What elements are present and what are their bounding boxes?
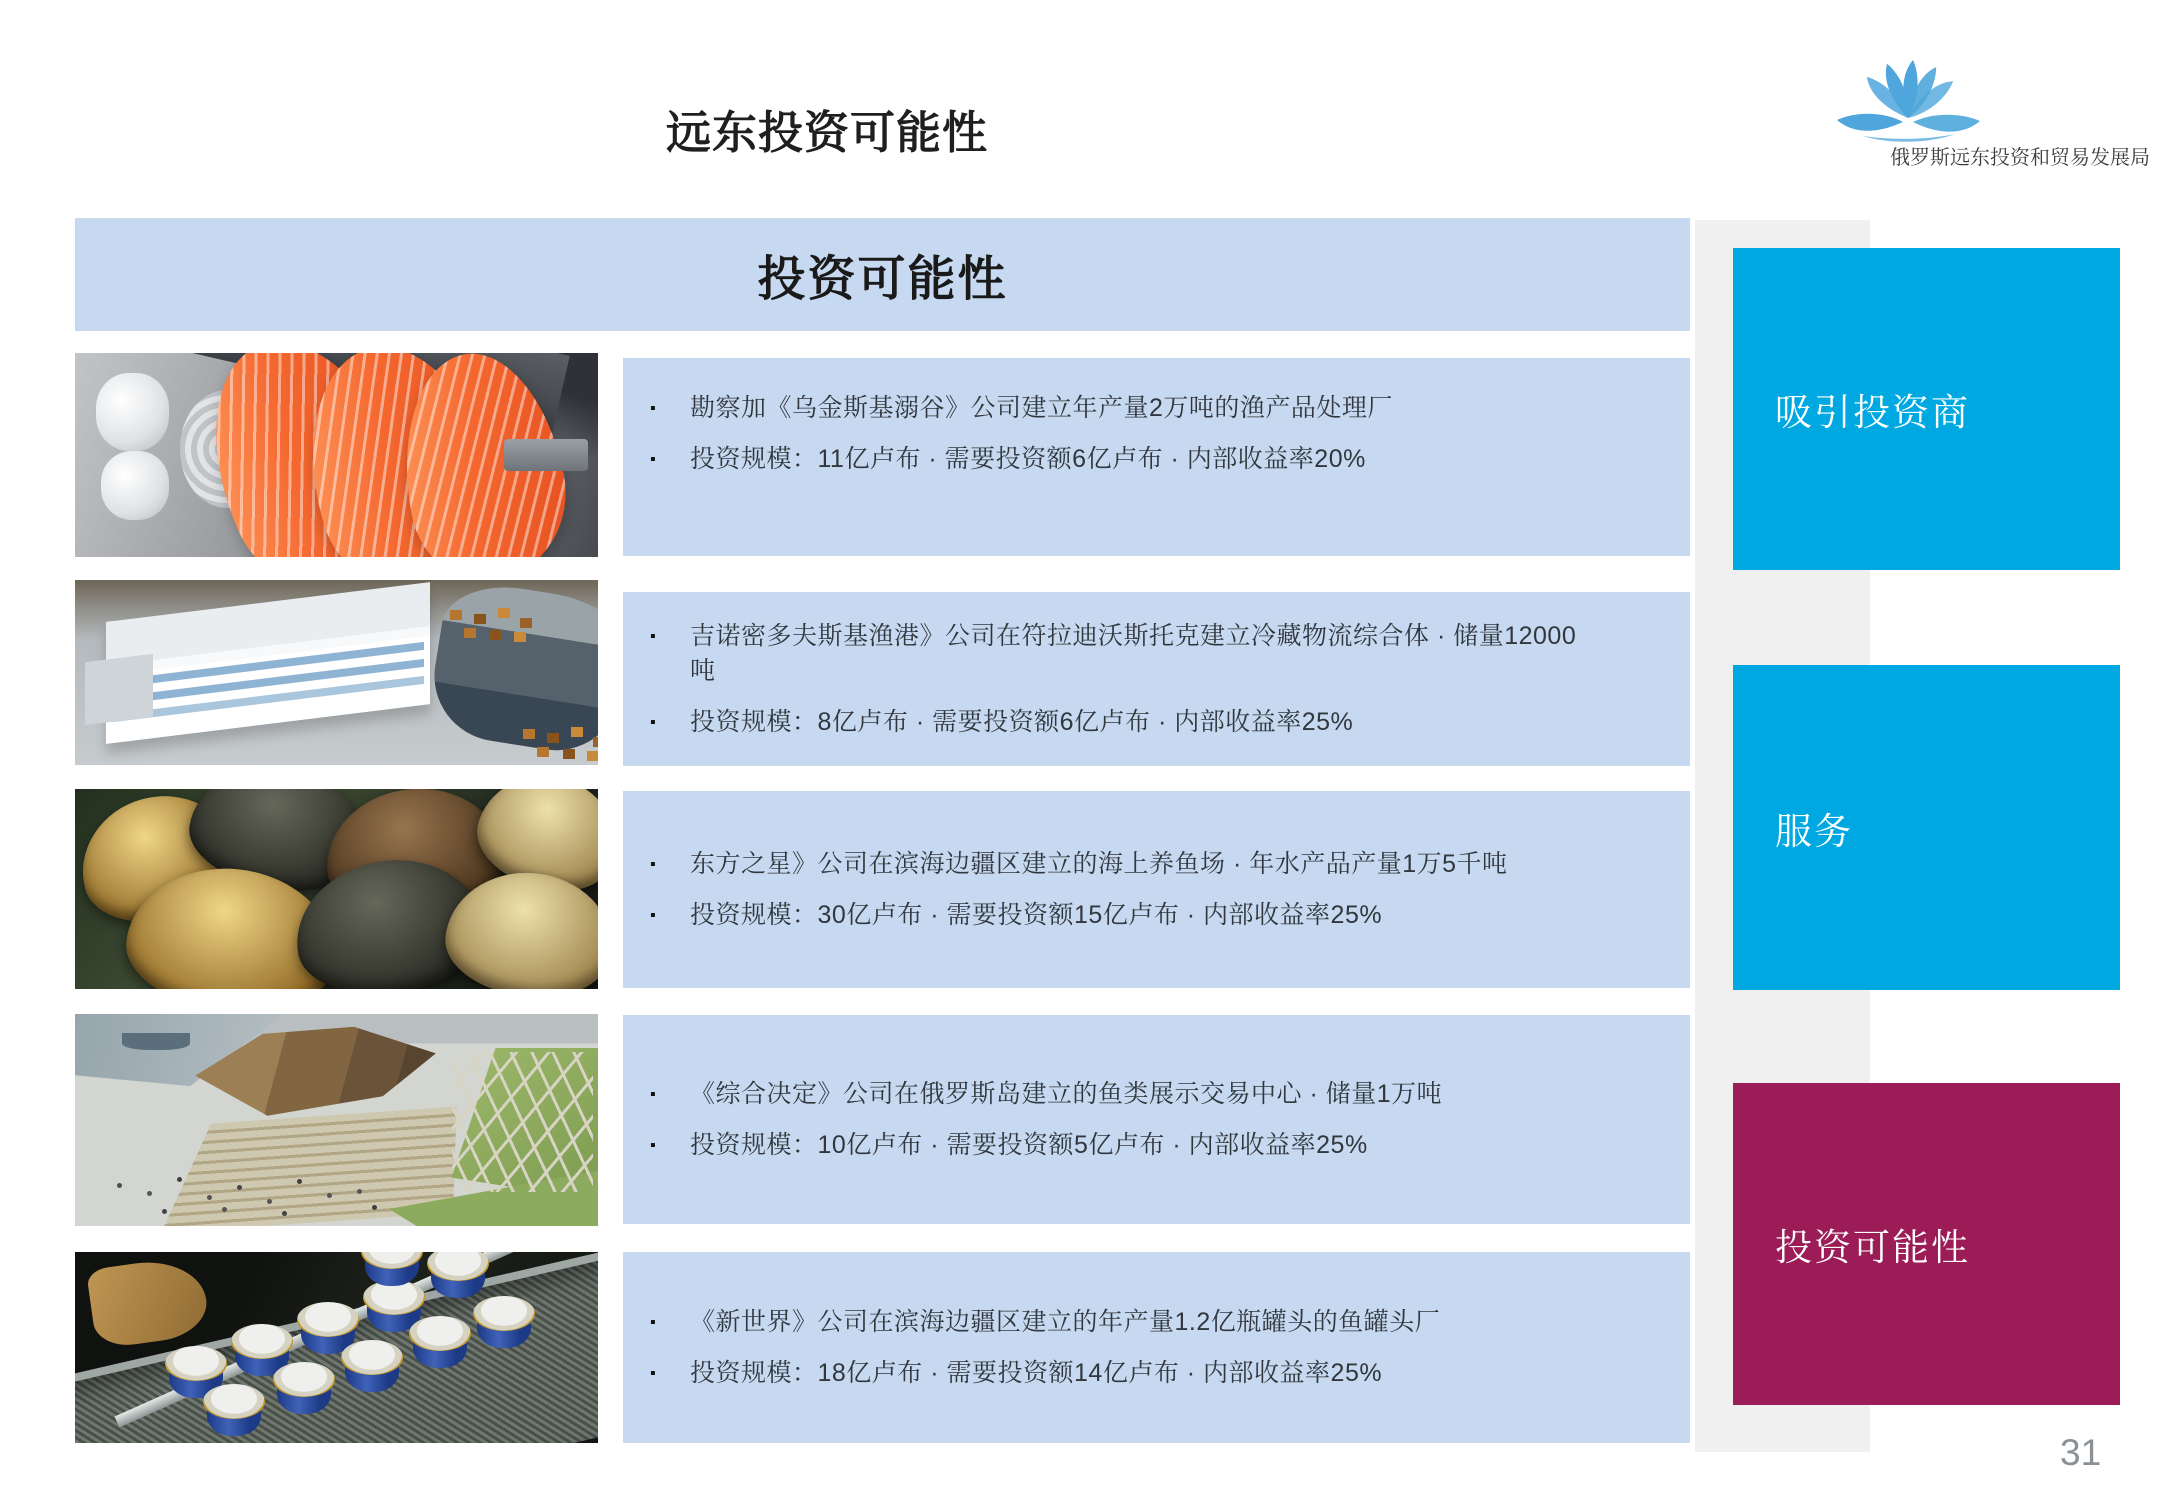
agency-name-label: 俄罗斯远东投资和贸易发展局 [1890,147,2150,169]
cargo-ship-shape [425,580,598,760]
photo-salmon-fillets [75,353,598,557]
project-description: 东方之星》公司在滨海边疆区建立的海上养鱼场 · 年水产品产量1万5千吨 [690,849,1508,878]
lotus-flower-icon [1833,56,1983,146]
project-textbox [623,1252,1690,1443]
sidebar-item-label: 吸引投资商 [1775,392,1970,433]
project-textbox [623,592,1690,766]
bullet-icon: ▪ [650,906,656,924]
section-header [75,218,1690,331]
project-textbox [623,791,1690,988]
machine-arm-shape [504,439,588,472]
fish-can-shape [473,1296,535,1348]
bullet-icon: ▪ [650,1136,656,1154]
bullet-icon: ▪ [650,713,656,731]
photo-fish-market-render [75,1014,598,1226]
park-paths-shape [452,1052,593,1192]
sidebar-item-label: 服务 [1775,810,1853,852]
investment-details: 投资规模：11亿卢布 · 需要投资额6亿卢布 · 内部收益率20% [690,445,1366,473]
bullet-line [623,1305,1690,1340]
sidebar-item-investment-possibilities [1733,1083,2120,1405]
boat-shape [122,1033,190,1050]
bullet-line [623,705,1690,740]
page-title: 远东投资可能性 [666,107,989,158]
project-description: 勘察加《乌金斯基溺谷》公司建立年产量2万吨的渔产品处理厂 [690,394,1393,422]
bullet-icon: ▪ [650,627,656,645]
fish-can-shape [427,1252,489,1298]
bullet-line [623,898,1690,933]
project-textbox [623,1015,1690,1224]
container-crates-shape [523,729,535,739]
bullet-line [623,391,1690,426]
photo-port-warehouse [75,580,598,765]
fish-can-shape [273,1362,335,1414]
investment-details: 投资规模：18亿卢布 · 需要投资额14亿卢布 · 内部收益率25% [690,1358,1383,1387]
fish-can-shape [361,1252,423,1286]
section-header-label: 投资可能性 [757,253,1008,306]
investment-details: 投资规模：8亿卢布 · 需要投资额6亿卢布 · 内部收益率25% [690,707,1354,736]
bullet-icon: ▪ [650,1085,656,1103]
warehouse-building-shape [106,582,430,744]
bullet-line [623,1356,1690,1391]
project-description: 《新世界》公司在滨海边疆区建立的年产量1.2亿瓶罐头的鱼罐头厂 [690,1307,1441,1336]
cloth-shape [86,1254,211,1349]
fish-can-shape [409,1316,471,1368]
annex-building-shape [85,654,153,725]
photo-scallop-shells [75,789,598,989]
fish-can-shape [341,1340,403,1392]
bullet-icon: ▪ [650,451,656,468]
sidebar-item-attract-investors [1733,248,2120,570]
bullet-icon: ▪ [650,1364,656,1382]
project-textbox [623,358,1690,556]
bullet-line [623,1128,1690,1163]
investment-details: 投资规模：30亿卢布 · 需要投资额15亿卢布 · 内部收益率25% [690,900,1383,929]
project-description: 吉诺密多夫斯基渔港》公司在符拉迪沃斯托克建立冷藏物流综合体 · 储量12000吨 [690,621,1577,685]
sidebar-item-services [1733,665,2120,990]
bullet-line [623,1077,1690,1112]
bullet-icon: ▪ [650,400,656,417]
container-crates-shape [450,610,462,620]
bullet-icon: ▪ [650,855,656,873]
bullet-line [623,442,1690,477]
investment-details: 投资规模：10亿卢布 · 需要投资额5亿卢布 · 内部收益率25% [690,1130,1368,1159]
bullet-line [623,847,1690,882]
agency-logo [1833,56,1983,142]
page-number: 31 [2060,1432,2102,1473]
sidebar-item-label: 投资可能性 [1775,1227,1970,1268]
project-description: 《综合决定》公司在俄罗斯岛建立的鱼类展示交易中心 · 储量1万吨 [690,1079,1443,1108]
people-dots-shape [117,1183,122,1188]
fish-can-shape [203,1384,265,1436]
photo-canned-fish-line [75,1252,598,1443]
machine-roller-shape [96,373,169,451]
bullet-line [623,619,1690,689]
machine-roller-shape [101,451,169,520]
bullet-icon: ▪ [650,1313,656,1331]
